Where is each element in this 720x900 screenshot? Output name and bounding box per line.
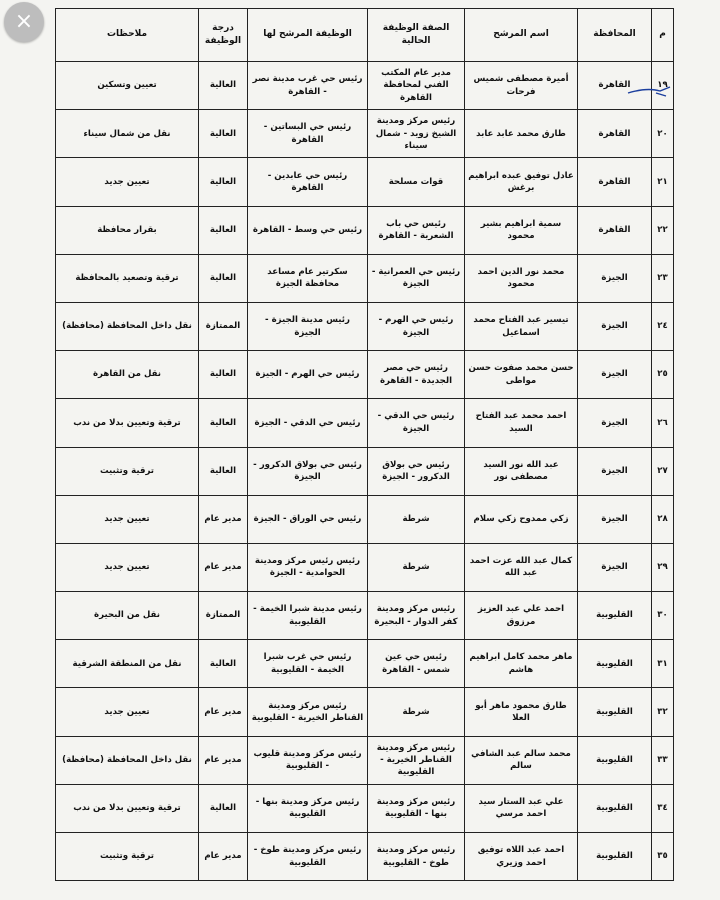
cell-name: تيسير عبد الفتاح محمد اسماعيل: [465, 302, 578, 350]
cell-notes: تعيين جديد: [56, 158, 199, 206]
header-nominated-job: الوظيفة المرشح لها: [248, 9, 368, 62]
cell-num: ٢٣: [652, 254, 674, 302]
cell-grade: العالية: [199, 640, 248, 688]
cell-num: ٣٣: [652, 736, 674, 784]
table-row: [56, 62, 674, 110]
cell-current-job: رئيس حي الدقي - الجيزة: [368, 399, 465, 447]
cell-current-job: مدير عام المكتب الفني لمحافظة القاهرة: [368, 62, 465, 110]
cell-name: احمد محمد عبد الفتاح السيد: [465, 399, 578, 447]
cell-nominated-job: رئيس مدينة شبرا الخيمة - القليوبية: [248, 592, 368, 640]
cell-nominated-job: رئيس حي غرب مدينة نصر - القاهرة: [248, 62, 368, 110]
cell-num: ٣٥: [652, 833, 674, 881]
cell-notes: تعيين جديد: [56, 495, 199, 543]
table-row: [56, 688, 674, 736]
cell-governorate: الجيزة: [578, 351, 652, 399]
cell-nominated-job: رئيس مدينة الجيزة - الجيزة: [248, 302, 368, 350]
header-num: م: [652, 9, 674, 62]
cell-name: طارق محمود ماهر أبو العلا: [465, 688, 578, 736]
cell-current-job: رئيس حي مصر الجديدة - القاهرة: [368, 351, 465, 399]
header-governorate: المحافظة: [578, 9, 652, 62]
cell-num: ٢٩: [652, 543, 674, 591]
cell-num: ٢٦: [652, 399, 674, 447]
table-row: [56, 158, 674, 206]
cell-governorate: القاهرة: [578, 62, 652, 110]
cell-nominated-job: سكرتير عام مساعد محافظة الجيزة: [248, 254, 368, 302]
cell-current-job: قوات مسلحة: [368, 158, 465, 206]
cell-num: ٣٤: [652, 784, 674, 832]
cell-governorate: القاهرة: [578, 110, 652, 158]
cell-governorate: الجيزة: [578, 302, 652, 350]
cell-notes: نقل من القاهرة: [56, 351, 199, 399]
cell-notes: ترقية وتعيين بدلا من ندب: [56, 784, 199, 832]
cell-nominated-job: رئيس مركز ومدينة قليوب - القليوبية: [248, 736, 368, 784]
table-row: [56, 640, 674, 688]
cell-notes: ترقية وتصعيد بالمحافظة: [56, 254, 199, 302]
table-header-row: [56, 9, 674, 62]
cell-nominated-job: رئيس حي وسط - القاهرة: [248, 206, 368, 254]
cell-governorate: الجيزة: [578, 543, 652, 591]
cell-name: سمية ابراهيم بشير محمود: [465, 206, 578, 254]
cell-current-job: رئيس حي باب الشعرية - القاهرة: [368, 206, 465, 254]
table-row: [56, 784, 674, 832]
cell-grade: العالية: [199, 784, 248, 832]
cell-current-job: رئيس مركز ومدينة بنها - القليوبية: [368, 784, 465, 832]
cell-num: ٢٢: [652, 206, 674, 254]
cell-current-job: شرطة: [368, 688, 465, 736]
cell-grade: مدير عام: [199, 495, 248, 543]
cell-governorate: القليوبية: [578, 784, 652, 832]
cell-nominated-job: رئيس حي الدقي - الجيزة: [248, 399, 368, 447]
cell-nominated-job: رئيس حي الهرم - الجيزة: [248, 351, 368, 399]
cell-name: عبد الله نور السيد مصطفى نور: [465, 447, 578, 495]
cell-name: حسن محمد صفوت حسن مواطى: [465, 351, 578, 399]
cell-governorate: القليوبية: [578, 592, 652, 640]
cell-grade: العالية: [199, 158, 248, 206]
cell-current-job: شرطة: [368, 495, 465, 543]
cell-name: علي عبد الستار سيد احمد مرسي: [465, 784, 578, 832]
cell-name: احمد عبد اللاه توفيق احمد وزيري: [465, 833, 578, 881]
cell-notes: نقل من البحيرة: [56, 592, 199, 640]
table-row: [56, 110, 674, 158]
cell-notes: نقل داخل المحافظة (محافظة): [56, 736, 199, 784]
cell-notes: ترقية وتعيين بدلا من ندب: [56, 399, 199, 447]
cell-current-job: رئيس حي بولاق الدكرور - الجيزة: [368, 447, 465, 495]
cell-nominated-job: رئيس حي غرب شبرا الخيمة - القليوبية: [248, 640, 368, 688]
cell-name: احمد علي عبد العزيز مرزوق: [465, 592, 578, 640]
table-row: [56, 447, 674, 495]
header-grade: درجة الوظيفة: [199, 9, 248, 62]
pen-check-mark: [626, 84, 676, 98]
cell-grade: العالية: [199, 206, 248, 254]
cell-notes: بقرار محافظة: [56, 206, 199, 254]
cell-governorate: القاهرة: [578, 158, 652, 206]
cell-num: ٢٠: [652, 110, 674, 158]
cell-num: ١٩: [652, 62, 674, 110]
cell-notes: تعيين جديد: [56, 543, 199, 591]
cell-governorate: الجيزة: [578, 254, 652, 302]
cell-grade: العالية: [199, 447, 248, 495]
header-current-job: الصفة الوظيفة الحالية: [368, 9, 465, 62]
cell-nominated-job: رئيس حي الوراق - الجيزة: [248, 495, 368, 543]
cell-governorate: القاهرة: [578, 206, 652, 254]
cell-nominated-job: رئيس حي عابدين - القاهرة: [248, 158, 368, 206]
table-row: [56, 254, 674, 302]
cell-num: ٣١: [652, 640, 674, 688]
table-row: [56, 302, 674, 350]
cell-notes: نقل من شمال سيناء: [56, 110, 199, 158]
cell-governorate: الجيزة: [578, 495, 652, 543]
cell-name: ماهر محمد كامل ابراهيم هاشم: [465, 640, 578, 688]
table-row: [56, 736, 674, 784]
cell-name: محمد سالم عبد الشافي سالم: [465, 736, 578, 784]
cell-grade: العالية: [199, 351, 248, 399]
cell-num: ٣٠: [652, 592, 674, 640]
cell-grade: مدير عام: [199, 736, 248, 784]
cell-grade: العالية: [199, 110, 248, 158]
cell-governorate: القليوبية: [578, 640, 652, 688]
cell-name: عادل توفيق عبده ابراهيم برغش: [465, 158, 578, 206]
cell-nominated-job: رئيس مركز ومدينة القناطر الخيرية - القليوبية: [248, 688, 368, 736]
cell-grade: مدير عام: [199, 833, 248, 881]
cell-current-job: رئيس حي عين شمس - القاهرة: [368, 640, 465, 688]
cell-name: كمال عبد الله عزت احمد عبد الله: [465, 543, 578, 591]
cell-nominated-job: رئيس مركز ومدينة بنها - القليوبية: [248, 784, 368, 832]
cell-grade: الممتازة: [199, 592, 248, 640]
cell-current-job: رئيس مركز ومدينة الشيخ زويد - شمال سيناء: [368, 110, 465, 158]
cell-notes: ترقية وتثبيت: [56, 833, 199, 881]
candidates-table: [55, 8, 674, 881]
cell-grade: مدير عام: [199, 543, 248, 591]
cell-name: زكي ممدوح زكي سلام: [465, 495, 578, 543]
cell-current-job: شرطة: [368, 543, 465, 591]
close-icon: ×: [14, 9, 34, 34]
cell-governorate: القليوبية: [578, 688, 652, 736]
table-row: [56, 351, 674, 399]
cell-current-job: رئيس مركز ومدينة القناطر الخيرية - القليوبية: [368, 736, 465, 784]
table-row: [56, 399, 674, 447]
cell-nominated-job: رئيس رئيس مركز ومدينة الحوامدية - الجيزة: [248, 543, 368, 591]
cell-notes: ترقية وتثبيت: [56, 447, 199, 495]
cell-num: ٢٤: [652, 302, 674, 350]
cell-grade: العالية: [199, 399, 248, 447]
cell-name: أميرة مصطفى شميس فرحات: [465, 62, 578, 110]
cell-num: ٢٧: [652, 447, 674, 495]
cell-nominated-job: رئيس مركز ومدينة طوخ - القليوبية: [248, 833, 368, 881]
cell-notes: نقل من المنطقة الشرقية: [56, 640, 199, 688]
cell-grade: مدير عام: [199, 688, 248, 736]
table-row: [56, 206, 674, 254]
cell-grade: الممتازة: [199, 302, 248, 350]
cell-current-job: رئيس مركز ومدينة كفر الدوار - البحيرة: [368, 592, 465, 640]
cell-num: ٢١: [652, 158, 674, 206]
cell-governorate: القليوبية: [578, 736, 652, 784]
cell-name: طارق محمد عابد عابد: [465, 110, 578, 158]
cell-grade: العالية: [199, 62, 248, 110]
close-button[interactable]: [4, 2, 44, 42]
table-row: [56, 592, 674, 640]
table-row: [56, 543, 674, 591]
header-name: اسم المرشح: [465, 9, 578, 62]
cell-nominated-job: رئيس حي بولاق الدكرور - الجيزة: [248, 447, 368, 495]
cell-num: ٣٢: [652, 688, 674, 736]
table-row: [56, 833, 674, 881]
cell-current-job: رئيس حي الهرم - الجيزة: [368, 302, 465, 350]
cell-governorate: الجيزة: [578, 447, 652, 495]
table-row: [56, 495, 674, 543]
cell-notes: تعيين وتسكين: [56, 62, 199, 110]
header-notes: ملاحظات: [56, 9, 199, 62]
cell-grade: العالية: [199, 254, 248, 302]
cell-current-job: رئيس مركز ومدينة طوخ - القليوبية: [368, 833, 465, 881]
cell-governorate: الجيزة: [578, 399, 652, 447]
cell-name: محمد نور الدين احمد محمود: [465, 254, 578, 302]
cell-num: ٢٥: [652, 351, 674, 399]
cell-num: ٢٨: [652, 495, 674, 543]
cell-notes: نقل داخل المحافظة (محافظة): [56, 302, 199, 350]
cell-nominated-job: رئيس حي البساتين - القاهرة: [248, 110, 368, 158]
cell-current-job: رئيس حي العمرانية - الجيزة: [368, 254, 465, 302]
cell-governorate: القليوبية: [578, 833, 652, 881]
cell-notes: تعيين جديد: [56, 688, 199, 736]
